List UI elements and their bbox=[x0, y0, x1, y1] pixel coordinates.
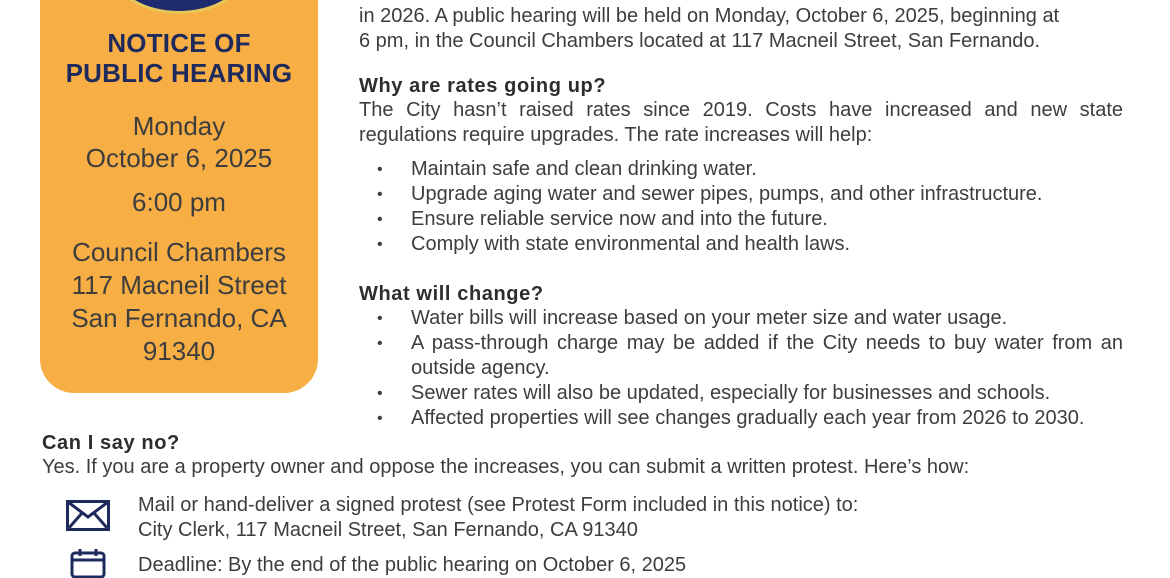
list-item: • Sewer rates will also be updated, especially for businesses and schools. bbox=[359, 381, 1123, 406]
mail-method bbox=[138, 493, 1038, 543]
say-no-section bbox=[42, 431, 1132, 480]
list-item: • Water bills will increase based on your meter size and water usage. bbox=[359, 306, 1123, 331]
list-item: • Upgrade aging water and sewer pipes, pumps, and other infrastructure. bbox=[359, 182, 1123, 207]
change-heading: What will change? bbox=[359, 283, 544, 305]
envelope-icon bbox=[66, 500, 110, 531]
why-heading: Why are rates going up? bbox=[359, 75, 607, 97]
say-no-heading: Can I say no? bbox=[42, 432, 180, 454]
list-item: • Ensure reliable service now and into the future. bbox=[359, 207, 1123, 232]
list-item: • A pass-through charge may be added if the City needs to buy water from an outside agency. bbox=[359, 331, 1123, 381]
hearing-time: 6:00 pm bbox=[132, 187, 226, 217]
city-seal-icon bbox=[114, 0, 244, 14]
deadline-text: Deadline: By the end of the public hearing on October 6, 2025 bbox=[138, 554, 687, 576]
list-item: • Comply with state environmental and health laws. bbox=[359, 232, 1123, 257]
notice-title-line2: PUBLIC HEARING bbox=[65, 58, 293, 88]
hearing-info-panel bbox=[40, 0, 318, 393]
mail-address: City Clerk, 117 Macneil Street, San Fernando, CA 91340 bbox=[138, 519, 638, 541]
change-section bbox=[359, 282, 1123, 431]
list-item: • Maintain safe and clean drinking water. bbox=[359, 157, 1123, 182]
change-bullet-list bbox=[359, 306, 1123, 431]
hearing-street: 117 Macneil Street bbox=[71, 270, 287, 300]
mail-instruction: Mail or hand-deliver a signed protest (see Protest Form included in this notice) to: bbox=[138, 494, 859, 516]
intro-line1: in 2026. A public hearing will be held on Monday, October 6, 2025, beginning at bbox=[359, 5, 1060, 27]
list-item: • Affected properties will see changes gradually each year from 2026 to 2030. bbox=[359, 406, 1123, 431]
intro-line2: 6 pm, in the Council Chambers located at 117 Macneil Street, San Fernando. bbox=[359, 30, 1041, 52]
hearing-venue: Council Chambers bbox=[72, 237, 286, 267]
hearing-city: San Fernando, CA bbox=[71, 303, 287, 333]
notice-title-line1: NOTICE OF bbox=[107, 28, 251, 58]
hearing-day: Monday bbox=[132, 111, 226, 141]
why-bullet-list bbox=[359, 157, 1123, 257]
hearing-zip: 91340 bbox=[142, 336, 216, 366]
calendar-icon bbox=[70, 548, 106, 578]
hearing-date: October 6, 2025 bbox=[85, 143, 273, 173]
why-paragraph: The City hasn’t raised rates since 2019. Costs have increased and new state regulations require upgrades. The rate increases will help: bbox=[359, 99, 1123, 146]
intro-text bbox=[359, 4, 1123, 54]
why-section bbox=[359, 74, 1123, 257]
notice-title bbox=[40, 28, 318, 88]
say-no-paragraph: Yes. If you are a property owner and oppose the increases, you can submit a written protest. Here’s how: bbox=[42, 456, 970, 478]
